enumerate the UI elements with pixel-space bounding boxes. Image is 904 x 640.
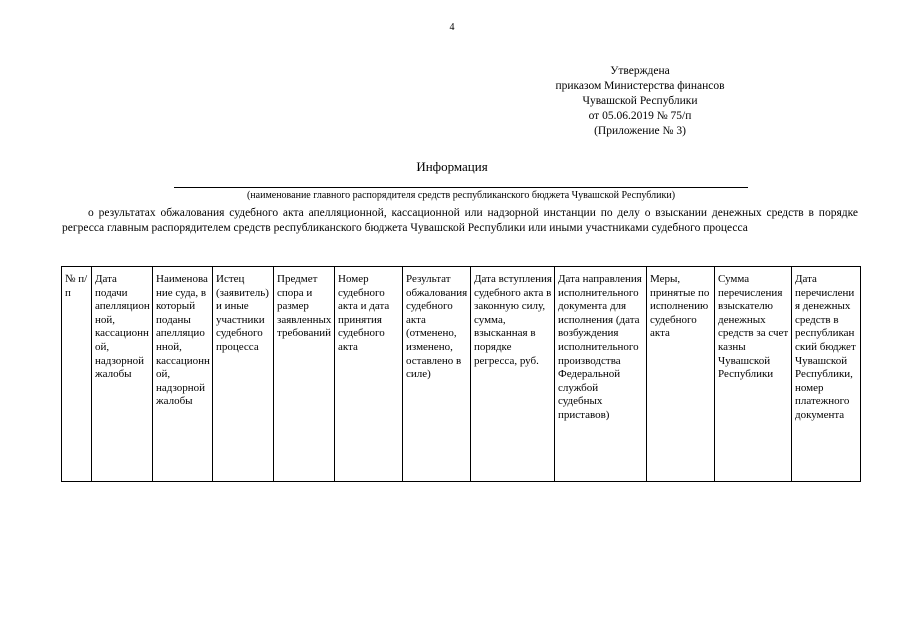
header-cell-plaintiff: Истец (заявитель) и иные участники судебного процесса bbox=[213, 267, 274, 482]
approval-line: приказом Министерства финансов bbox=[555, 80, 725, 92]
underline-caption: (наименование главного распорядителя средств республиканского бюджета Чувашской Республики) bbox=[246, 190, 676, 201]
header-cell-effective-date: Дата вступления судебного акта в законную силу, сумма, взысканная в порядке регресса, руб. bbox=[471, 267, 555, 482]
table-header-row bbox=[62, 267, 861, 482]
header-cell-transfer-amount: Сумма перечисления взыскателю денежных средств за счет казны Чувашской Республики bbox=[715, 267, 792, 482]
approval-line: Утверждена bbox=[610, 65, 670, 77]
header-cell-appeal-result: Результат обжалования судебного акта (отменено, изменено, оставлено в силе) bbox=[403, 267, 471, 482]
header-cell-measures: Меры, принятые по исполнению судебного акта bbox=[647, 267, 715, 482]
document-description: о результатах обжалования судебного акта апелляционной, кассационной или надзорной инстанции по делу о взыскании денежных средств в порядке регресса главным распорядителем средств республиканского бюджета Чувашской Республики или иными участниками судебного процесса bbox=[62, 207, 858, 234]
page-number: 4 bbox=[449, 22, 455, 33]
fill-in-underline bbox=[174, 187, 748, 188]
header-cell-dispute-subject: Предмет спора и размер заявленных требований bbox=[274, 267, 335, 482]
header-cell-court-name: Наименование суда, в который поданы апелляционной, кассационной, надзорной жалобы bbox=[153, 267, 213, 482]
document-heading: Информация bbox=[416, 159, 488, 174]
approval-line: (Приложение № 3) bbox=[594, 125, 686, 137]
header-cell-number: № п/п bbox=[62, 267, 92, 482]
header-cell-transfer-date: Дата перечисления денежных средств в республиканский бюджет Чувашской Республики, номер платежного документа bbox=[792, 267, 861, 482]
header-cell-enforcement-date: Дата направления исполнительного документа для исполнения (дата возбуждения исполнительного производства Федеральной службой судебных приставов) bbox=[555, 267, 647, 482]
information-table bbox=[61, 266, 861, 482]
header-cell-act-number: Номер судебного акта и дата принятия судебного акта bbox=[335, 267, 403, 482]
approval-line: Чувашской Республики bbox=[582, 95, 698, 107]
approval-line: от 05.06.2019 № 75/п bbox=[588, 110, 692, 122]
header-cell-filing-date: Дата подачи апелляционной, кассационной, надзорной жалобы bbox=[92, 267, 153, 482]
approval-block bbox=[520, 64, 760, 139]
